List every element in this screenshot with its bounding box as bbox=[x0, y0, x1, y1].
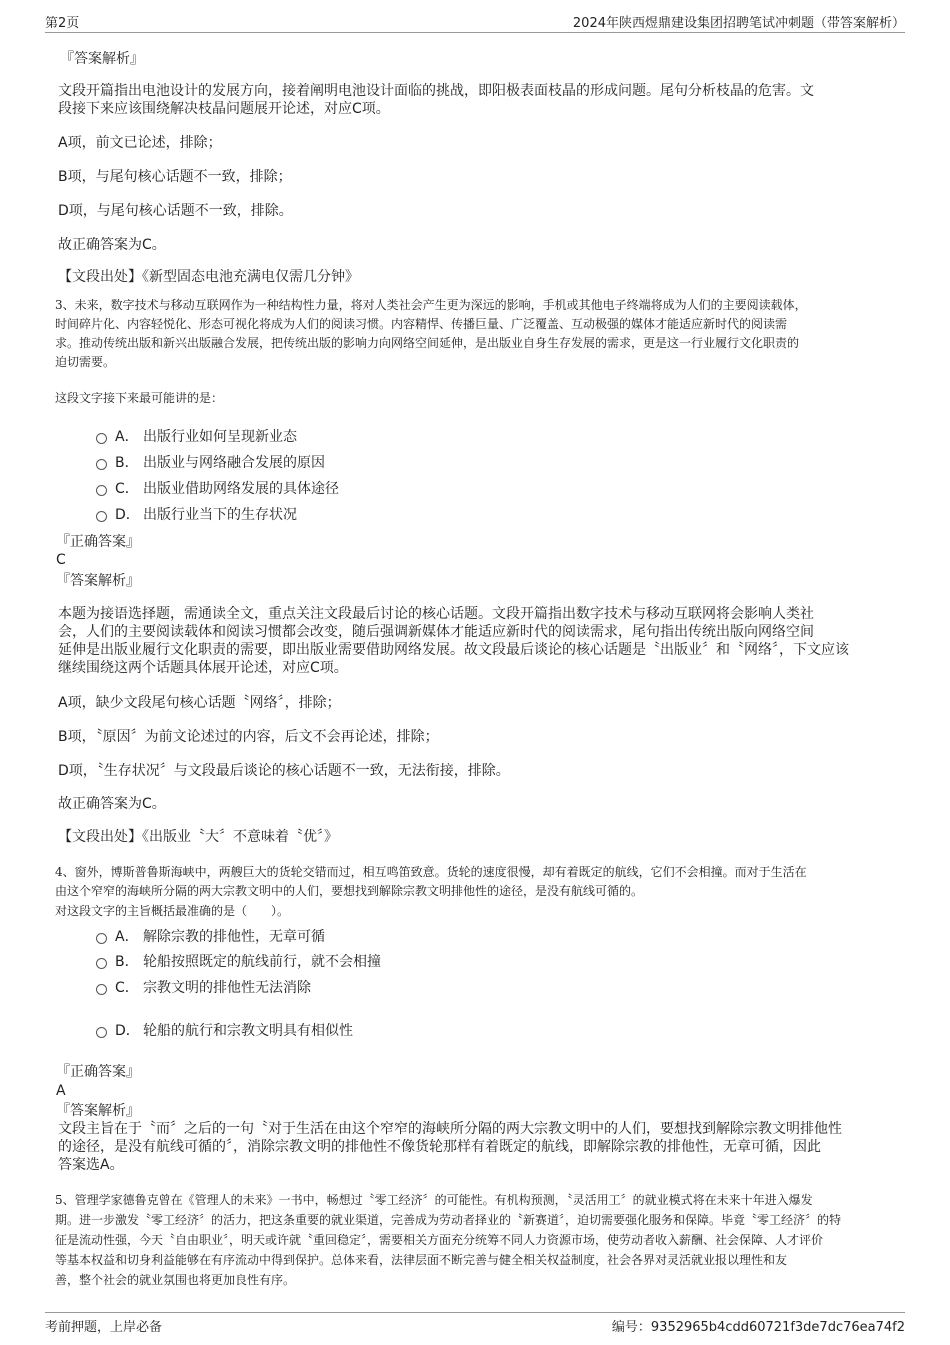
q3-stem-line: 求。推动传统出版和新兴出版融合发展，把传统出版的影响力向网络空间延伸，是出版业自身生存发展的需求，更是这一行业履行文化职责的 bbox=[55, 336, 800, 350]
radio-button[interactable] bbox=[96, 958, 107, 969]
q4-analysis-line: 答案选A。 bbox=[58, 1157, 124, 1173]
q5-stem-line: 善，整个社会的就业氛围也将更加良性有序。 bbox=[55, 1273, 296, 1287]
q5-stem-line: 等基本权益和切身利益能够在有序流动中得到保护。总体来看，法律层面不断完善与健全相关权益制度，社会各界对灵活就业报以理性和友 bbox=[55, 1253, 788, 1267]
q3-source: 【文段出处】《出版业〝大〞不意味着〝优〞》 bbox=[58, 829, 338, 845]
q4-analysis-label: 『答案解析』 bbox=[56, 1103, 140, 1119]
q3-prompt: 这段文字接下来最可能讲的是： bbox=[55, 391, 224, 405]
q2-analysis-line: 文段开篇指出电池设计的发展方向，接着阐明电池设计面临的挑战，即阳极表面枝晶的形成问题。尾句分析枝晶的危害。文 bbox=[58, 83, 814, 99]
radio-button[interactable] bbox=[96, 459, 107, 470]
q2-analysis-label: 『答案解析』 bbox=[60, 51, 144, 67]
radio-button[interactable] bbox=[96, 933, 107, 944]
document-title: 2024年陕西煜鼎建设集团招聘笔试冲刺题（带答案解析） bbox=[572, 16, 905, 31]
q4-option-d[interactable]: D． 轮船的航行和宗教文明具有相似性 bbox=[96, 1020, 353, 1040]
q5-stem-line: 5、管理学家德鲁克曾在《管理人的未来》一书中，畅想过〝零工经济〞的可能性。有机构预测，〝灵活用工〞的就业模式将在未来十年进入爆发 bbox=[55, 1193, 813, 1207]
q5-stem-line: 征是流动性强，今天〝自由职业〞，明天或许就〝重回稳定〞，需要相关方面充分统筹不同人力资源市场，使劳动者收入薪酬、社会保障、人才评价 bbox=[55, 1233, 824, 1247]
q3-analysis-line: 继续围绕这两个话题具体展开论述，对应C项。 bbox=[58, 660, 348, 676]
q4-option-a[interactable]: A． 解除宗教的排他性，无章可循 bbox=[96, 926, 325, 946]
q3-option-a[interactable]: A． 出版行业如何呈现新业态 bbox=[96, 426, 297, 446]
q3-conclusion: 故正确答案为C。 bbox=[58, 796, 166, 812]
q2-elim-b: B项，与尾句核心话题不一致，排除； bbox=[58, 169, 292, 185]
q2-conclusion: 故正确答案为C。 bbox=[58, 237, 166, 253]
document-code: 编号：9352965b4cdd60721f3de7dc76ea74f2 bbox=[611, 1320, 905, 1335]
page-number: 第2页 bbox=[45, 16, 80, 31]
q3-stem-line: 时间碎片化、内容轻悦化、形态可视化将成为人们的阅读习惯。内容精悍、传播巨量、广泛覆盖、互动极强的媒体才能适应新时代的阅读需 bbox=[55, 317, 788, 331]
q3-option-d[interactable]: D． 出版行业当下的生存状况 bbox=[96, 504, 297, 524]
radio-button[interactable] bbox=[96, 1027, 107, 1038]
q3-analysis-line: 延伸是出版业履行文化职责的需要，即出版业需要借助网络发展。故文段最后谈论的核心话题是〝出版业〞和〝网络〞，下文应该 bbox=[58, 642, 849, 658]
q3-option-b[interactable]: B． 出版业与网络融合发展的原因 bbox=[96, 452, 325, 472]
q4-stem-line: 由这个窄窄的海峡所分隔的两大宗教文明中的人们，要想找到解除宗教文明排他性的途径，是没有航线可循的。 bbox=[55, 884, 644, 898]
q3-analysis-line: 本题为接语选择题，需通读全文，重点关注文段最后讨论的核心话题。文段开篇指出数字技术与移动互联网将会影响人类社 bbox=[58, 606, 814, 622]
q3-answer-label: 『正确答案』 bbox=[56, 534, 140, 550]
footer-slogan: 考前押题，上岸必备 bbox=[45, 1320, 163, 1335]
q4-answer-label: 『正确答案』 bbox=[56, 1064, 140, 1080]
q3-analysis-line: 会，人们的主要阅读载体和阅读习惯都会改变，随后强调新媒体才能适应新时代的阅读需求，尾句指出传统出版向网络空间 bbox=[58, 624, 814, 640]
q4-stem-line: 4、窗外，博斯普鲁斯海峡中，两艘巨大的货轮交错而过，相互鸣笛致意。货轮的速度很慢，却有着既定的航线，它们不会相撞。而对于生活在 bbox=[55, 865, 807, 879]
radio-button[interactable] bbox=[96, 433, 107, 444]
q2-analysis-line: 段接下来应该围绕解决枝晶问题展开论述，对应C项。 bbox=[58, 101, 390, 117]
q3-analysis-label: 『答案解析』 bbox=[56, 573, 140, 589]
q3-elim-b: B项，〝原因〞为前文论述过的内容，后文不会再论述，排除； bbox=[58, 729, 439, 745]
q4-answer: A bbox=[56, 1083, 66, 1099]
q3-stem-line: 迫切需要。 bbox=[55, 355, 116, 369]
q2-source: 【文段出处】《新型固态电池充满电仅需几分钟》 bbox=[58, 269, 359, 285]
q5-stem-line: 期。进一步激发〝零工经济〞的活力，把这条重要的就业渠道，完善成为劳动者择业的〝新赛道〞，迫切需要强化服务和保障。毕竟〝零工经济〞的特 bbox=[55, 1213, 842, 1227]
radio-button[interactable] bbox=[96, 984, 107, 995]
q4-option-b[interactable]: B． 轮船按照既定的航线前行，就不会相撞 bbox=[96, 951, 381, 971]
q4-analysis-line: 文段主旨在于〝而〞之后的一句〝对于生活在由这个窄窄的海峡所分隔的两大宗教文明中的人们，要想找到解除宗教文明排他性 bbox=[58, 1121, 842, 1137]
q2-elim-d: D项，与尾句核心话题不一致，排除。 bbox=[58, 203, 293, 219]
q3-elim-d: D项，〝生存状况〞与文段最后谈论的核心话题不一致，无法衔接，排除。 bbox=[58, 763, 510, 779]
page-header bbox=[45, 12, 905, 33]
page-footer bbox=[45, 1312, 905, 1338]
q2-elim-a: A项，前文已论述，排除； bbox=[58, 135, 222, 151]
q3-option-c[interactable]: C． 出版业借助网络发展的具体途径 bbox=[96, 478, 339, 498]
q4-option-c[interactable]: C． 宗教文明的排他性无法消除 bbox=[96, 977, 311, 997]
q4-analysis-line: 的途径，是没有航线可循的〞，消除宗教文明的排他性不像货轮那样有着既定的航线，即解除宗教的排他性，无章可循，因此 bbox=[58, 1139, 821, 1155]
q4-prompt: 对这段文字的主旨概括最准确的是（ ）。 bbox=[55, 904, 290, 918]
q3-stem-line: 3、未来，数字技术与移动互联网作为一种结构性力量，将对人类社会产生更为深远的影响，手机或其他电子终端将成为人们的主要阅读载体， bbox=[55, 298, 807, 312]
q3-answer: C bbox=[56, 552, 66, 568]
radio-button[interactable] bbox=[96, 485, 107, 496]
radio-button[interactable] bbox=[96, 511, 107, 522]
q3-elim-a: A项，缺少文段尾句核心话题〝网络〞，排除； bbox=[58, 695, 341, 711]
